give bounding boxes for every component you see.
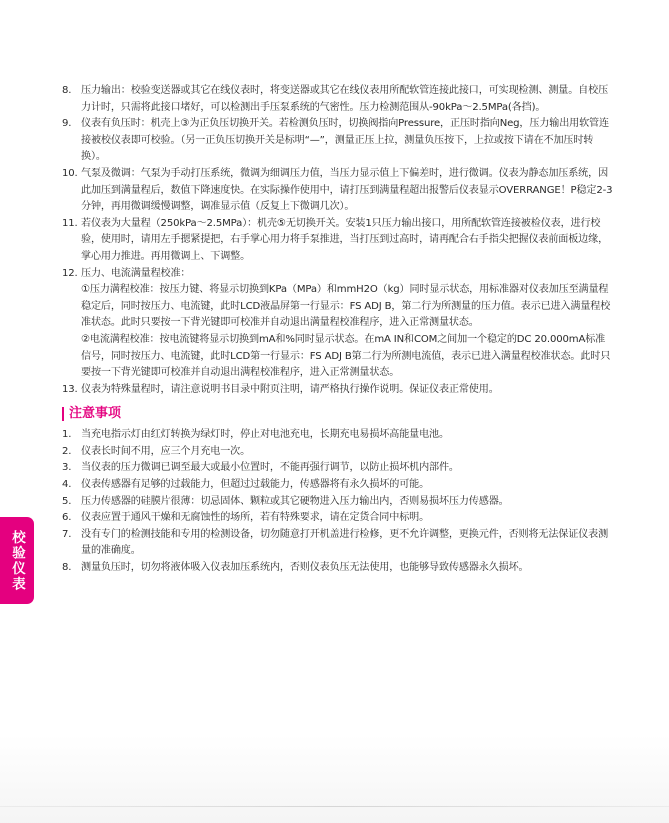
item-text: 仪表为特殊量程时，请注意说明书目录中附页注明，请严格执行操作说明。保证仪表正常使用。: [81, 383, 499, 395]
list-item: [62, 460, 614, 477]
list-item: [62, 527, 614, 560]
list-item: [62, 477, 614, 494]
item-text: 压力输出：校验变送器或其它在线仪表时，将变送器或其它在线仪表用所配软管连接此接口，可实现检测、测量。自校压力计时，只需将此接口堵好，可以检测出手压泵系统的气密性。压力检测范围从-90kPa～2.5MPa(各挡)。: [81, 85, 609, 113]
list-item: [62, 444, 614, 461]
list-item: [62, 560, 614, 577]
list-item: [62, 382, 614, 399]
item-text: 仪表应置于通风干燥和无腐蚀性的场所，若有特殊要求，请在定货合同中标明。: [81, 512, 430, 524]
item-number: 7.: [62, 528, 72, 540]
list-item: [62, 510, 614, 527]
page-content: [62, 83, 614, 577]
item-text: 压力、电流满量程校准：: [81, 267, 191, 279]
item-text: 当充电指示灯由红灯转换为绿灯时，停止对电池充电，长期充电易损坏高能量电池。: [81, 429, 449, 441]
item-text: 压力传感器的硅膜片很薄：切忌固体、颗粒或其它硬物进入压力输出内，否则易损坏压力传感器。: [81, 495, 509, 507]
list-item: [62, 427, 614, 444]
item-number: 8.: [62, 85, 72, 96]
list-item: [62, 494, 614, 511]
side-section-tab: [0, 517, 34, 604]
item-body: [81, 266, 614, 382]
side-tab-label: 校验仪表: [9, 529, 25, 592]
operation-list: [62, 83, 614, 398]
item-number: 10.: [62, 167, 78, 179]
list-item: [62, 83, 614, 116]
item-number: 2.: [62, 445, 72, 457]
item-number: 11.: [62, 217, 78, 229]
item-text: 仪表长时间不用，应三个月充电一次。: [81, 445, 251, 457]
item-text: 仪表传感器有足够的过载能力，但超过过载能力，传感器将有永久损坏的可能。: [81, 479, 430, 491]
item-number: 5.: [62, 495, 72, 507]
item-number: 9.: [62, 118, 72, 130]
item-number: 13.: [62, 383, 78, 395]
list-item: [62, 216, 614, 266]
list-item: [62, 166, 614, 216]
footer-divider: [0, 806, 669, 807]
item-text: 当仪表的压力微调已调至最大或最小位置时，不能再强行调节，以防止损坏机内部件。: [81, 462, 459, 474]
item-number: 6.: [62, 512, 72, 524]
item-text: 气泵及微调：气泵为手动打压系统，微调为细调压力值，当压力显示值上下偏差时，进行微调。仪表为静态加压系统，因此加压到满量程后，数值下降速度快。在实际操作使用中，请打压到满量程超出报警后仪表显示OVERRANGE！P稳定2-3分钟，再用微调缓慢调整，调准显示值（反复上下微调几次）。: [81, 167, 613, 213]
item-text: 仪表有负压时：机壳上③为正负压切换开关。若检测负压时，切换阀指向Pressure，正压时指向Neg，压力输出用软管连接被校仪表即可校验。（另一正负压切换开关是标明“—”，测量正压上拉，测量负压按下，上拉或按下请在不加压时转换）。: [81, 118, 609, 163]
notes-list: [62, 427, 614, 576]
sub-paragraph-current-calibration: ②电流满程校准：按电流键将显示切换到mA和%同时显示状态。在mA IN和COM之间加一个稳定的DC 20.000mA标准信号，同时按压力、电流键，此时LCD第一行显示：FS ADJ B第二行为所测电流值，表示已进入满量程校准状态。此时只要按一下背光键即可校准并自动退出满程校准程序，进入正常测量状态。: [81, 333, 611, 379]
item-text: 若仪表为大量程（250kPa～2.5MPa）：机壳⑤无切换开关。安装1只压力输出接口，用所配软管连接被检仪表，进行校验，使用时，请用左手摁紧提把，右手掌心用力将手泵推进，当打压到过高时，请再配合右手指尖把握仪表前面板边缘，掌心用力推进。再用微调上、下调整。: [81, 217, 609, 262]
item-number: 3.: [62, 462, 72, 474]
list-item: [62, 266, 614, 382]
item-number: 1.: [62, 429, 72, 441]
sub-paragraph-pressure-calibration: ①压力满程校准：按压力键、将显示切换到KPa（MPa）和mmH2O（kg）同时显示状态，用标准器对仪表加压至满量程稳定后，同时按压力、电流键，此时LCD液晶屏第一行显示：FS ADJ B，第二行为所测量的压力值。表示已进入满量程校准状态。此时只要按一下背光键即可校准并自动退出满量程校准程序，进入正常测量状态。: [81, 284, 611, 329]
item-text: 没有专门的检测技能和专用的检测设备，切勿随意打开机盖进行检修，更不允许调整，更换元件，否则将无法保证仪表测量的准确度。: [81, 528, 609, 557]
item-text: 测量负压时，切勿将液体吸入仪表加压系统内，否则仪表负压无法使用，也能够导致传感器永久损坏。: [81, 562, 529, 574]
list-item: [62, 116, 614, 166]
item-number: 4.: [62, 479, 72, 491]
section-heading-notes: [62, 404, 614, 424]
footer-shade-decoration: [0, 735, 669, 823]
section-heading-text: 注意事项: [69, 406, 122, 422]
item-number: 8.: [62, 562, 72, 574]
item-number: 12.: [62, 267, 78, 279]
heading-bar-decoration: [62, 407, 64, 421]
